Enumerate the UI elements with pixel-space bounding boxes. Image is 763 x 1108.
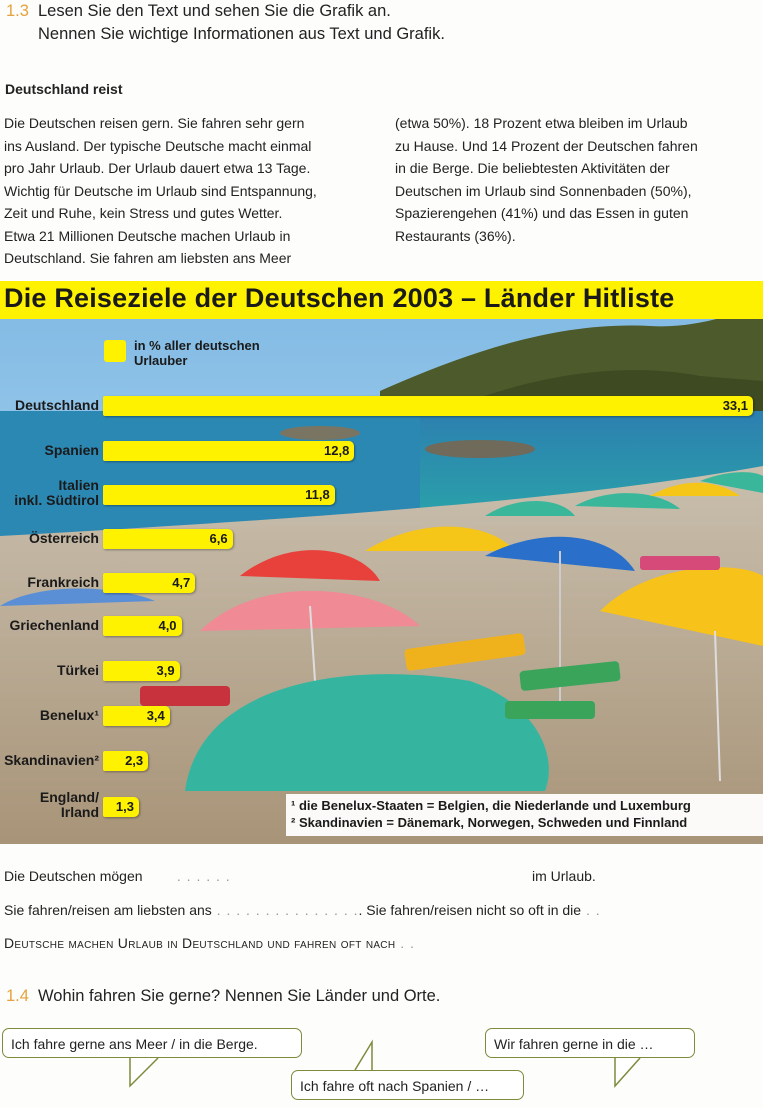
category-label-line: Deutschland [14,397,99,413]
article-column-right [395,112,755,247]
bar-value-label: 6,6 [209,531,228,546]
task-1-3-heading [6,0,445,46]
article-line: Die Deutschen reisen gern. Sie fahren sehr gern [4,115,305,131]
exercise-text: Deutsche machen Urlaub in Deutschland und fahren oft nach [4,935,396,951]
bar [103,396,753,416]
article-line: Restaurants (36%). [395,227,516,244]
article-title: Deutschland reist [5,81,123,97]
bar [103,616,182,636]
category-label [10,618,99,633]
exercise-text: . Sie fahren/reisen nicht so oft in die [358,902,582,918]
chart-footnotes [286,794,763,836]
article-line: Etwa 21 Millionen Deutsche machen Urlaub in [4,227,291,244]
article-line: zu Hause. Und 14 Prozent der Deutschen fahren [395,137,698,154]
category-label-line: England/ [39,789,99,805]
category-label [27,575,99,590]
category-label-line: Benelux¹ [39,707,99,723]
speech-bubble: Ich fahre oft nach Spanien / … [291,1070,524,1100]
category-label-line: Italien [58,477,99,493]
chart-title-bar [0,281,763,319]
category-label-line: Spanien [44,442,99,458]
category-label-line: Griechenland [9,617,99,633]
exercise-text: im Urlaub. [532,868,596,884]
bar-value-label: 33,1 [722,398,748,413]
chart-title: Die Reiseziele der Deutschen 2003 – Länder Hitliste [4,283,675,313]
category-label [57,663,99,678]
travel-destinations-chart [0,281,763,844]
article-line: (etwa 50%). 18 Prozent etwa bleiben im Urlaub [395,115,688,131]
exercise-text: Die Deutschen mögen [4,868,143,884]
speech-bubble: Wir fahren gerne in die … [485,1028,695,1058]
article-line: in die Berge. Die beliebtesten Aktivitäten der [395,160,670,176]
exercise-line-2 [4,902,763,918]
blank-field[interactable]: . . [581,902,601,918]
exercise-line-1 [4,868,763,884]
task-number: 1.3 [6,2,29,20]
category-label [40,790,99,820]
blank-field[interactable]: . . . . . . . . . . . . . . . [211,902,359,918]
category-label [29,531,99,546]
bar [103,441,354,461]
article-line: Deutschen im Urlaub sind Sonnenbaden (50%), [395,182,692,199]
task-instruction-line2: Nennen Sie wichtige Informationen aus Text und Grafik. [38,25,445,43]
article-line: Wichtig für Deutsche im Urlaub sind Entspannung, [4,182,317,199]
footnote-skandinavien: ² Skandinavien = Dänemark, Norwegen, Schweden und Finnland [291,815,688,830]
article-line: Zeit und Ruhe, kein Stress und gutes Wetter. [4,205,283,221]
category-label [14,478,99,508]
bar [103,573,195,593]
bar-value-label: 2,3 [125,753,144,768]
bar-value-label: 12,8 [324,443,350,458]
article-line: ins Ausland. Der typische Deutsche macht einmal [4,137,312,154]
speech-bubble: Ich fahre gerne ans Meer / in die Berge. [2,1028,302,1058]
task-instruction: Wohin fahren Sie gerne? Nennen Sie Länder und Orte. [38,987,441,1005]
category-label-line: Irland [60,804,99,820]
bar-value-label: 4,7 [172,575,191,590]
task-instruction-line1: Lesen Sie den Text und sehen Sie die Grafik an. [38,2,391,20]
bar-value-label: 11,8 [305,487,330,502]
article-column-left [4,112,382,270]
category-label-line: inkl. Südtirol [14,492,99,508]
bar [103,661,180,681]
bar-value-label: 3,4 [146,708,165,723]
category-label [40,708,99,723]
category-label [15,398,99,413]
category-label [4,753,99,768]
legend-label: in % aller deutschen Urlauber [134,338,260,368]
bar-value-label: 4,0 [158,618,177,633]
bar [103,529,233,549]
category-label-line: Österreich [28,530,99,546]
footnote-benelux: ¹ die Benelux-Staaten = Belgien, die Niederlande und Luxemburg [291,798,691,813]
bar [103,797,139,817]
article-line: pro Jahr Urlaub. Der Urlaub dauert etwa 13 Tage. [4,160,311,176]
category-label [45,443,99,458]
category-label-line: Skandinavien² [4,752,99,768]
exercise-line-3 [4,935,415,951]
legend-swatch [104,340,126,362]
exercise-text: Sie fahren/reisen am liebsten ans [4,902,212,918]
blank-field[interactable]: . . . . . . [172,868,231,884]
bar [103,485,335,505]
bar-value-label: 3,9 [156,663,175,678]
bar [103,751,148,771]
task-number: 1.4 [6,987,29,1005]
category-label-line: Frankreich [27,574,99,590]
task-1-4-heading [6,987,440,1006]
bar-value-label: 1,3 [115,799,134,814]
blank-field[interactable]: . . [395,935,415,951]
bar [103,706,170,726]
category-label-line: Türkei [56,662,99,678]
article-line: Deutschland. Sie fahren am liebsten ans Meer [4,250,292,266]
article-line: Spazierengehen (41%) und das Essen in guten [395,205,689,221]
